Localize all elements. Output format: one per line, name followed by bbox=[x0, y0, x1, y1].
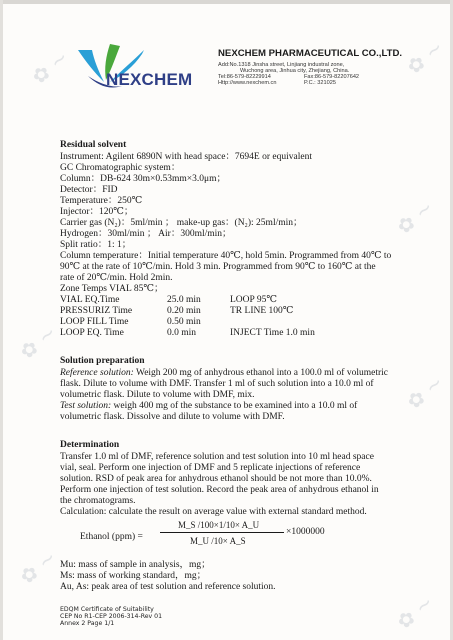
calculation-text: Calculation: calculate the result on average value with external standard method. bbox=[60, 507, 367, 517]
reference-solution-label: Reference solution: bbox=[60, 368, 134, 378]
param-value: 25.0 min bbox=[167, 295, 201, 305]
fraction-bar bbox=[160, 532, 284, 533]
formula-numerator: M_S /100×1/10× A_U bbox=[178, 520, 260, 530]
address-line-2: Wuchong area, Jinhua city, Zhejiang, China. bbox=[240, 68, 350, 74]
watermark: ✿ ~ bbox=[401, 369, 448, 415]
postal-code: P.C.: 321025 bbox=[304, 80, 336, 86]
scan-edge-top bbox=[0, 0, 453, 4]
watermark: ✿ ~ bbox=[391, 194, 438, 240]
scan-edge-left bbox=[0, 0, 3, 640]
carrier-gas-line: Carrier gas (N₂)：5ml/min ； make-up gas：(N₂): 25ml/min； bbox=[60, 218, 303, 228]
param-value: 0.0 min bbox=[167, 328, 197, 338]
test-solution-text: volumetric flask. Dissolve and dilute to volume with DMF. bbox=[60, 412, 285, 422]
instrument-line: Instrument: Agilent 6890N with head space：7694E or equivalent bbox=[60, 152, 312, 162]
column-temp-line: 90℃ at the rate of 10℃/min. Hold 3 min. Programmed from 90℃ to 160℃ at the bbox=[60, 262, 376, 272]
watermark: ✿ ~ bbox=[401, 34, 448, 80]
formula-multiplier: ×1000000 bbox=[286, 527, 325, 537]
fax-number: Fax:86-579-82207642 bbox=[304, 74, 360, 80]
reference-solution-line bbox=[60, 368, 388, 379]
temperature-line: Temperature：250℃ bbox=[60, 196, 143, 206]
column-line: Column：DB-624 30m×0.53mm×3.0μm； bbox=[60, 174, 226, 184]
definition-line: Mu: mass of sample in analysis，mg； bbox=[60, 560, 211, 570]
determination-text: solution. RSD of peak area for anhydrous ethanol should be not more than 10.0%. bbox=[60, 474, 372, 484]
formula-lhs: Ethanol (ppm) = bbox=[80, 532, 143, 542]
param-right: INJECT Time 1.0 min bbox=[230, 328, 315, 338]
param-right: LOOP 95℃ bbox=[230, 295, 277, 305]
param-name: VIAL EQ.Time bbox=[60, 295, 120, 305]
determination-text: the chromatograms. bbox=[60, 496, 136, 506]
reference-solution-text: volumetric flask. Dilute to volume with DMF, mix. bbox=[60, 390, 255, 400]
reference-solution-text: Weigh 200 mg of anhydrous ethanol into a 100.0 ml of volumetric bbox=[133, 368, 388, 378]
watermark: ✿ ~ bbox=[26, 44, 73, 90]
website-link: Http://www.nexchem.cn bbox=[218, 80, 277, 86]
test-solution-label: Test solution: bbox=[60, 401, 112, 411]
detector-line: Detector：FID bbox=[60, 185, 118, 195]
zone-temps-line: Zone Temps VIAL 85℃； bbox=[60, 284, 164, 294]
phone-number: Tel:86-579-82229914 bbox=[218, 74, 271, 80]
watermark: ✿ ~ bbox=[14, 319, 61, 365]
definition-line: Au, As: peak area of test solution and reference solution. bbox=[60, 582, 276, 592]
determination-text: Perform one injection of test solution. Record the peak area of anhydrous ethanol in bbox=[60, 485, 379, 495]
column-temp-line: Column temperature：Initial temperature 40℃, hold 5min. Programmed from 40℃ to bbox=[60, 251, 392, 261]
param-name: LOOP FILL Time bbox=[60, 317, 129, 327]
param-right: TR LINE 100℃ bbox=[230, 306, 294, 316]
section-heading-determination: Determination bbox=[60, 440, 120, 450]
formula-denominator: M_U /10× A_S bbox=[190, 536, 246, 546]
definition-line: Ms: mass of working standard，mg； bbox=[60, 571, 207, 581]
footer-certificate: EDQM Certificate of Suitability bbox=[60, 606, 154, 613]
section-heading-solution: Solution preparation bbox=[60, 356, 145, 366]
injector-line: Injector：120℃； bbox=[60, 207, 134, 217]
company-name: NEXCHEM PHARMACEUTICAL CO.,LTD. bbox=[218, 48, 403, 59]
split-ratio-line: Split ratio：1: 1； bbox=[60, 240, 132, 250]
footer-page-number: Annex 2 Page 1/1 bbox=[60, 620, 115, 627]
footer-cep-number: CEP No R1-CEP 2006-314-Rev 01 bbox=[60, 613, 163, 620]
param-value: 0.50 min bbox=[167, 317, 201, 327]
test-solution-text: weigh 400 mg of the substance to be examined into a 10.0 ml of bbox=[111, 401, 358, 411]
column-temp-line: rate of 20℃/min. Hold 2min. bbox=[60, 273, 173, 283]
logo-wordmark: NEXCHEM bbox=[106, 70, 193, 89]
watermark: ✿ ~ bbox=[391, 589, 438, 635]
determination-text: vial, seal. Perform one injection of DMF and 5 replicate injections of reference bbox=[60, 463, 361, 473]
param-name: LOOP EQ. Time bbox=[60, 328, 124, 338]
section-heading-residual: Residual solvent bbox=[60, 140, 127, 150]
watermark: ✿ ~ bbox=[14, 544, 61, 590]
test-solution-line bbox=[60, 401, 357, 412]
determination-text: Transfer 1.0 ml of DMF, reference solution and test solution into 10 ml head space bbox=[60, 452, 374, 462]
param-value: 0.20 min bbox=[167, 306, 201, 316]
address-line-1: Add:No.1318 Jinsha street, Linjiang industral zone, bbox=[218, 62, 345, 68]
param-name: PRESSURIZ Time bbox=[60, 306, 133, 316]
reference-solution-text: flask. Dilute to volume with DMF. Transfer 1 ml of such solution into a 10.0 ml of bbox=[60, 379, 374, 389]
gc-line: GC Chromatographic system： bbox=[60, 163, 181, 173]
hydrogen-line: Hydrogen：30ml/min ； Air：300ml/min； bbox=[60, 229, 232, 239]
